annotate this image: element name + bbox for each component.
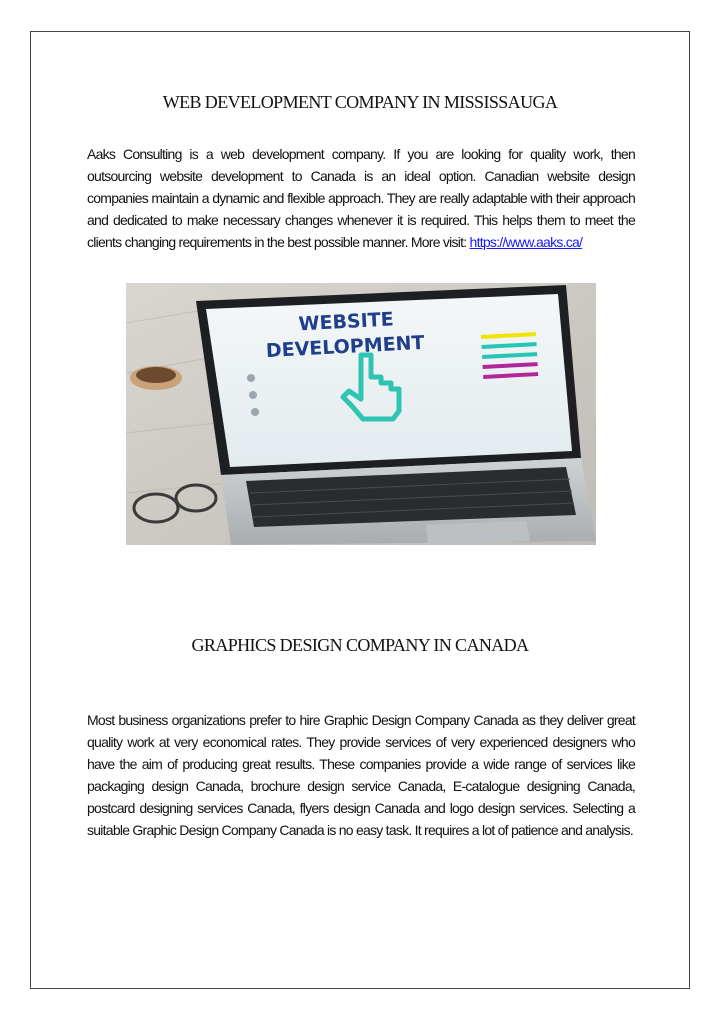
- screen-title-line2: DEVELOPMENT: [265, 331, 426, 363]
- section-body-graphics-design: Most business organizations prefer to hire Graphic Design Company Canada as they deliver great quality work at very economical rates. They provide services of very experienced designers who have the aim of producing great results. These companies provide a wide range of services like packaging design Canada, brochure design service Canada, E-catalogue designing Canada, postcard designing services Canada, flyers design Canada and logo design services. Selecting a suitable Graphic Design Company Canada is no easy task. It requires a lot of patience and analysis.: [87, 712, 635, 838]
- website-link[interactable]: https://www.aaks.ca/: [469, 234, 583, 250]
- website-development-photo: [126, 283, 596, 545]
- section-body-web-development: [87, 143, 635, 253]
- section-title-graphics-design: GRAPHICS DESIGN COMPANY IN CANADA: [191, 635, 529, 655]
- screen-title-line1: WEBSITE: [298, 308, 395, 336]
- section-title-web-development: WEB DEVELOPMENT COMPANY IN MISSISSAUGA: [162, 92, 558, 112]
- section-body-text: Aaks Consulting is a web development company. If you are looking for quality work, then outsourcing website development to Canada is an ideal option. Canadian website design companies maintain a dynamic and flexible approach. They are really adaptable with their approach and dedicated to make necessary changes whenever it is required. This helps them to meet the clients changing requirements in the best possible manner. More visit:: [87, 146, 635, 250]
